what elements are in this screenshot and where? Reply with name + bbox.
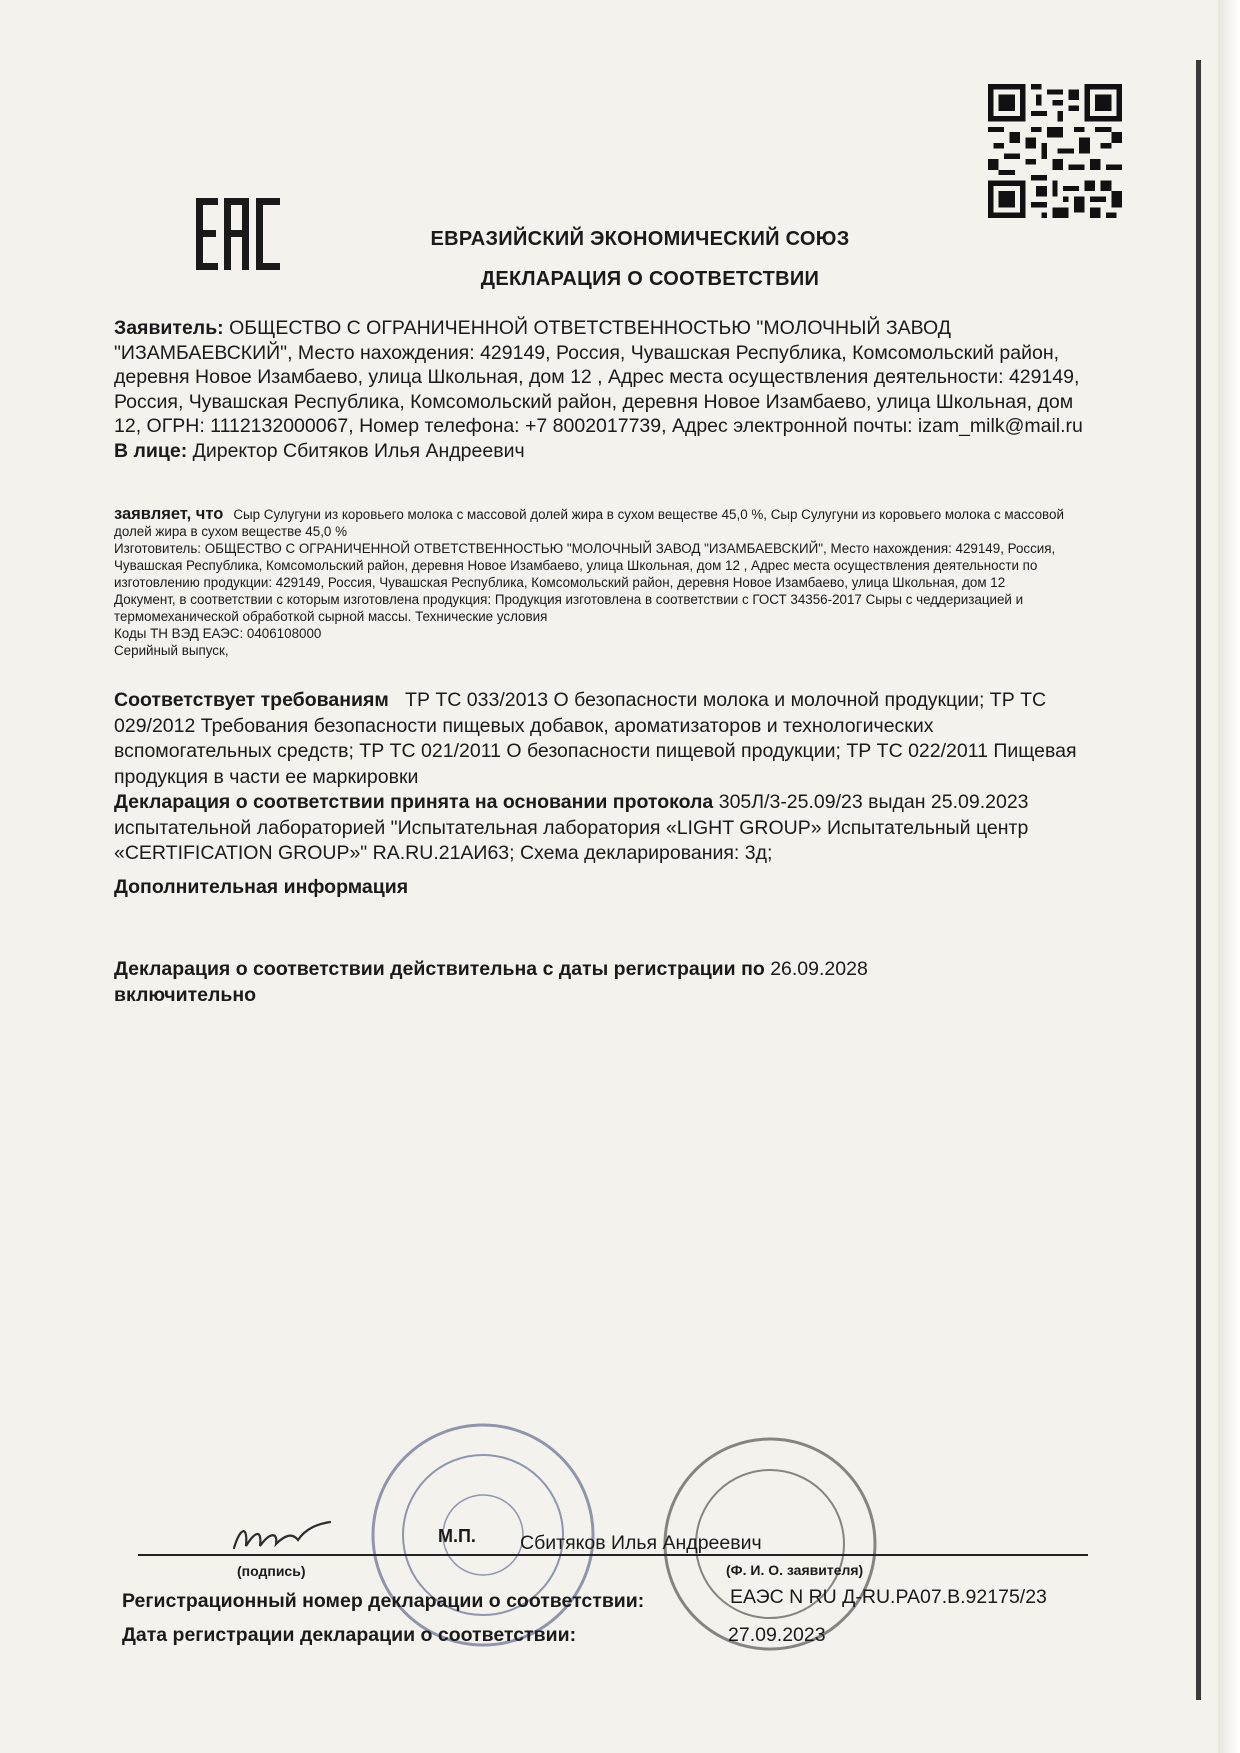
protocol-label: Декларация о соответствии принята на основании протокола	[114, 791, 714, 813]
declaration-details	[114, 506, 1094, 659]
signature-icon	[226, 1510, 336, 1560]
codes-text: Коды ТН ВЭД ЕАЭС: 0406108000	[114, 626, 322, 641]
seal-place-label: М.П.	[438, 1526, 476, 1546]
additional-info-heading: Дополнительная информация	[114, 876, 409, 898]
person-value: Директор Сбитяков Илья Андреевич	[192, 439, 525, 462]
union-title: ЕВРАЗИЙСКИЙ ЭКОНОМИЧЕСКИЙ СОЮЗ	[430, 228, 850, 250]
page-title: ДЕКЛАРАЦИЯ О СООТВЕТСТВИИ	[480, 268, 820, 290]
protocol-section	[114, 790, 1094, 867]
applicant-section	[114, 316, 1094, 464]
validity-date: 26.09.2028	[770, 958, 868, 980]
signer-name: Сбитяков Илья Андреевич	[520, 1532, 762, 1554]
product-text: Сыр Сулугуни из коровьего молока с массовой долей жира в сухом веществе 45,0 %, Сыр Сулугуни из коровьего молока с массовой долей жира в сухом веществе 45,0 %	[114, 507, 1064, 539]
declares-label: заявляет, что	[114, 505, 224, 523]
registration-number-label: Регистрационный номер декларации о соответствии:	[122, 1590, 645, 1612]
manufacturer-text: Изготовитель: ОБЩЕСТВО С ОГРАНИЧЕННОЙ ОТВЕТСТВЕННОСТЬЮ "МОЛОЧНЫЙ ЗАВОД "ИЗАМБАЕВСКИЙ", Место нахождения: 429149, Россия, Чувашская Республика, Комсомольский район, деревня Новое Изамбаево, улица Школьная, дом 12 , Адрес места осуществления деятельности по изготовлению продукции: 429149, Россия, Чувашская Республика, Комсомольский район, деревня Новое Изамбаево, улица Школьная, дом 12	[114, 541, 1056, 590]
serial-text: Серийный выпуск,	[114, 643, 229, 658]
registration-date-value: 27.09.2023	[728, 1624, 826, 1646]
fio-label: (Ф. И. О. заявителя)	[726, 1562, 864, 1578]
requirements-section	[114, 688, 1094, 790]
qr-code-icon	[988, 84, 1122, 218]
scan-edge-line	[1196, 60, 1201, 1700]
applicant-text: ОБЩЕСТВО С ОГРАНИЧЕННОЙ ОТВЕТСТВЕННОСТЬЮ "МОЛОЧНЫЙ ЗАВОД "ИЗАМБАЕВСКИЙ", Место нахождения: 429149, Россия, Чувашская Республика, Комсомольский район, деревня Новое Изамбаево, улица Школьная, дом 12 , Адрес места осуществления деятельности: 429149, Россия, Чувашская Республика, Комсомольский район, деревня Новое Изамбаево, улица Школьная, дом 12, ОГРН: 1112132000067, Номер телефона: +7 8002017739, Адрес электронной почты: izam_milk@mail.ru	[114, 317, 1083, 438]
registration-date-label: Дата регистрации декларации о соответствии:	[122, 1624, 577, 1646]
document-text: Документ, в соответствии с которым изготовлена продукция: Продукция изготовлена в соответствии с ГОСТ 34356-2017 Сыры с чеддеризацией и термомеханической обработкой сырной массы. Технические условия	[114, 592, 1024, 624]
validity-section	[114, 956, 1094, 1008]
requirements-label: Соответствует требованиям	[114, 689, 389, 711]
applicant-label: Заявитель:	[114, 317, 224, 339]
validity-suffix: включительно	[114, 984, 257, 1006]
registration-number-row	[122, 1586, 1102, 1613]
registration-date-row	[122, 1624, 1102, 1647]
validity-label: Декларация о соответствии действительна с даты регистрации по	[114, 958, 765, 980]
page-edge	[1218, 0, 1240, 1753]
protocol-text: 305Л/3-25.09/23 выдан 25.09.2023 испытательной лабораторией "Испытательная лаборатория «LIGHT GROUP» Испытательный центр «CERTIFICATION GROUP»" RA.RU.21АИ63; Схема декларирования: 3д;	[114, 791, 1029, 864]
requirements-text: ТР ТС 033/2013 О безопасности молока и молочной продукции; ТР ТС 029/2012 Требования безопасности пищевых добавок, ароматизаторов и технологических вспомогательных средств; ТР ТС 021/2011 О безопасности пищевой продукции; ТР ТС 022/2011 Пищевая продукция в части ее маркировки	[114, 689, 1077, 788]
registration-number-value: ЕАЭС N RU Д-RU.PA07.B.92175/23	[730, 1586, 1047, 1608]
person-label: В лице:	[114, 439, 188, 462]
signature-label: (подпись)	[237, 1563, 306, 1579]
